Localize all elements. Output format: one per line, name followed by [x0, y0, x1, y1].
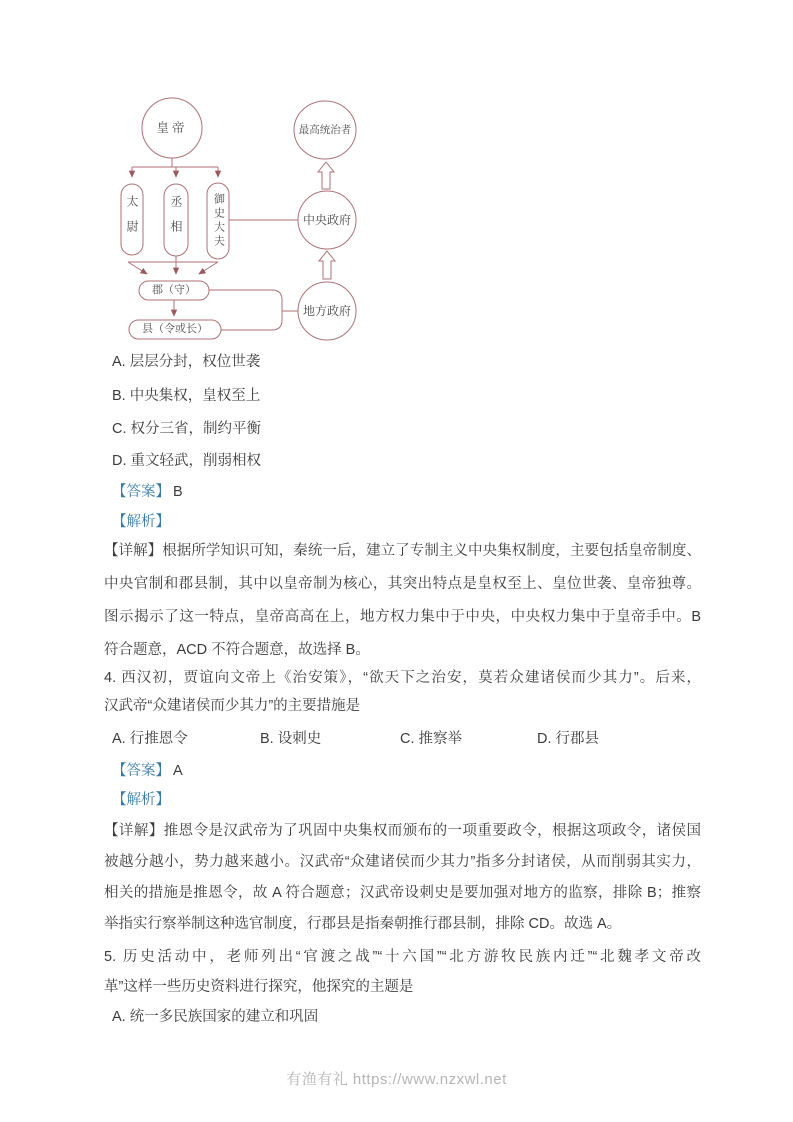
q3-explanation-line: 【详解】根据所学知识可知，秦统一后，建立了专制主义中央集权制度，主要包括皇帝制度、 — [104, 543, 701, 559]
diagram-node-local-government: 地方政府 — [302, 304, 351, 318]
diagram-node-taiwei: 太尉 — [125, 194, 139, 245]
bracket-connector — [209, 290, 298, 330]
diagram-node-xian: 县（令或长） — [142, 323, 208, 335]
emperor-branch-lines — [132, 158, 218, 177]
q4-explanation-line: 举指实行察举制这种选官制度，行郡县是指秦朝推行郡县制，排除 CD。故选 A。 — [104, 916, 622, 932]
q3-analysis-label — [104, 512, 709, 532]
q4-option-c: C. 推察举 — [400, 731, 463, 747]
analysis-label: 【解析】 — [112, 514, 170, 530]
q3-answer-value: B — [173, 484, 183, 500]
q4-stem-line: 汉武帝“众建诸侯而少其力”的主要措施是 — [104, 698, 361, 714]
q5-stem-line: 5. 历史活动中，老师列出“官渡之战”“十六国”“北方游牧民族内迁”“北魏孝文帝改 — [104, 949, 701, 965]
q3-explanation-line: 中央官制和郡县制，其中以皇帝制为核心，其突出特点是皇权至上、皇位世袭、皇帝独尊。 — [104, 576, 701, 592]
q3-answer-row — [104, 482, 709, 502]
q5-stem-line: 革”这样一些历史资料进行探究，他探究的主题是 — [104, 979, 414, 995]
q4-answer-row — [104, 761, 709, 781]
q4-explanation-line: 被越分越小，势力越来越小。汉武帝“众建诸侯而少其力”指多分封诸侯，从而削弱其实力， — [104, 854, 701, 870]
funnel-arrows — [128, 256, 218, 274]
watermark-footer: 有渔有礼 https://www.nzxwl.net — [286, 1071, 507, 1088]
diagram-node-jun: 郡（守） — [152, 284, 196, 296]
q3-option-c: C. 权分三省，制约平衡 — [112, 421, 262, 437]
q4-option-b: B. 设刺史 — [260, 731, 322, 747]
q4-analysis-label — [104, 790, 709, 810]
diagram-node-yushidafu: 御史大夫 — [212, 193, 225, 249]
q4-explanation-line: 【详解】推恩令是汉武帝为了巩固中央集权而颁布的一项重要政令，根据这项政令，诸侯国 — [104, 823, 701, 839]
qin-centralization-diagram — [95, 85, 420, 355]
q4-options-row — [104, 729, 701, 749]
up-arrow-local-to-central — [319, 251, 335, 279]
diagram-node-central-government: 中央政府 — [302, 213, 351, 227]
diagram-node-supreme-ruler: 最高统治者 — [298, 123, 352, 136]
q3-option-b: B. 中央集权，皇权至上 — [112, 388, 261, 404]
q4-answer-value: A — [173, 763, 183, 779]
diagram-node-chengxiang: 丞相 — [169, 195, 183, 245]
q5-option-a: A. 统一多民族国家的建立和巩固 — [112, 1009, 319, 1025]
q4-option-d: D. 行郡县 — [537, 731, 600, 747]
q3-explanation-line: 符合题意，ACD 不符合题意，故选择 B。 — [104, 642, 370, 658]
q3-option-a: A. 层层分封，权位世袭 — [112, 354, 261, 370]
q3-option-d: D. 重文轻武，削弱相权 — [112, 453, 262, 469]
answer-label: 【答案】 — [112, 484, 170, 500]
analysis-label: 【解析】 — [112, 792, 170, 808]
diagram-node-emperor: 皇帝 — [156, 120, 188, 135]
q4-stem-line: 4. 西汉初，贾谊向文帝上《治安策》，“欲天下之治安，莫若众建诸侯而少其力”。后来， — [104, 670, 701, 686]
q4-option-a: A. 行推恩令 — [112, 731, 188, 747]
q3-explanation-line: 图示揭示了这一特点，皇帝高高在上，地方权力集中于中央，中央权力集中于皇帝手中。B — [104, 609, 701, 625]
answer-label: 【答案】 — [112, 763, 170, 779]
up-arrow-central-to-supreme — [318, 162, 334, 189]
q4-explanation-line: 相关的措施是推恩令，故 A 符合题意；汉武帝设刺史是要加强对地方的监察，排除 B；推察 — [104, 885, 701, 901]
